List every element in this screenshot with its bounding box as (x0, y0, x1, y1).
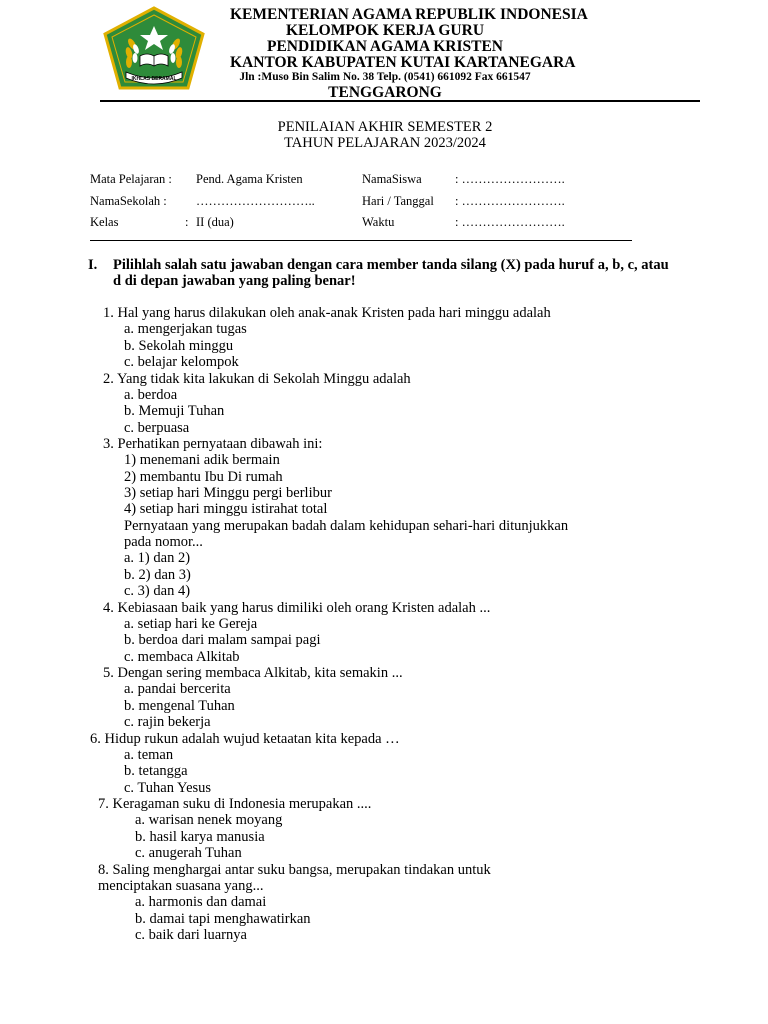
answer-option: c. membaca Alkitab (124, 649, 240, 665)
letterhead-divider (100, 100, 700, 102)
question-text: 2. Yang tidak kita lakukan di Sekolah Minggu adalah (103, 371, 411, 387)
statement-item: 2) membantu Ibu Di rumah (124, 469, 283, 485)
statement-item: 4) setiap hari minggu istirahat total (124, 501, 328, 517)
answer-option: c. 3) dan 4) (124, 583, 191, 599)
logo-motto: IKHLAS BERAMAL (131, 76, 177, 82)
class-value: II (dua) (196, 215, 234, 229)
answer-option: a. mengerjakan tugas (124, 321, 247, 337)
answer-option: c. anugerah Tuhan (135, 845, 242, 861)
answer-option: a. teman (124, 747, 174, 763)
student-label: NamaSiswa (362, 172, 422, 186)
question-text: 4. Kebiasaan baik yang harus dimiliki oleh orang Kristen adalah ... (103, 600, 491, 616)
answer-option: a. berdoa (124, 387, 178, 403)
header-subject-group: PENDIDIKAN AGAMA KRISTEN (267, 38, 503, 55)
answer-option: b. damai tapi menghawatirkan (135, 911, 311, 927)
time-value: : ……………………. (455, 215, 565, 229)
statement-item: 1) menemani adik bermain (124, 452, 280, 468)
statement-item: 3) setiap hari Minggu pergi berlibur (124, 485, 332, 501)
section-number: I. (88, 257, 98, 273)
exam-year: TAHUN PELAJARAN 2023/2024 (284, 135, 486, 151)
exam-title: PENILAIAN AKHIR SEMESTER 2 (277, 119, 493, 135)
question-text: 7. Keragaman suku di Indonesia merupakan .... (98, 796, 372, 812)
class-label: Kelas (90, 215, 119, 229)
answer-option: c. berpuasa (124, 420, 190, 436)
answer-option: a. pandai bercerita (124, 681, 231, 697)
answer-option: c. baik dari luarnya (135, 927, 247, 943)
answer-option: c. belajar kelompok (124, 354, 239, 370)
question-text: 1. Hal yang harus dilakukan oleh anak-anak Kristen pada hari minggu adalah (103, 305, 551, 321)
answer-option: b. berdoa dari malam sampai pagi (124, 632, 321, 648)
info-divider (90, 240, 632, 241)
date-label: Hari / Tanggal (362, 194, 434, 208)
header-ministry: KEMENTERIAN AGAMA REPUBLIK INDONESIA (230, 6, 588, 23)
question-text: Pernyataan yang merupakan badah dalam kehidupan sehari-hari ditunjukkan (124, 518, 569, 534)
answer-option: a. warisan nenek moyang (135, 812, 283, 828)
header-office: KANTOR KABUPATEN KUTAI KARTANEGARA (230, 54, 576, 71)
answer-option: b. hasil karya manusia (135, 829, 265, 845)
subject-label: Mata Pelajaran : (90, 172, 172, 186)
subject-value: Pend. Agama Kristen (196, 172, 303, 186)
answer-option: a. harmonis dan damai (135, 894, 267, 910)
answer-option: b. tetangga (124, 763, 188, 779)
question-text: menciptakan suasana yang... (98, 878, 264, 894)
instruction-text: Pilihlah salah satu jawaban dengan cara member tanda silang (X) pada huruf a, b, c, atau d di depan jawaban yang paling benar! (113, 257, 669, 289)
answer-option: b. Sekolah minggu (124, 338, 234, 354)
question-text: 5. Dengan sering membaca Alkitab, kita semakin ... (103, 665, 403, 681)
ministry-logo (102, 6, 206, 92)
answer-option: c. Tuhan Yesus (124, 780, 212, 796)
question-text: 3. Perhatikan pernyataan dibawah ini: (103, 436, 323, 452)
time-label: Waktu (362, 215, 395, 229)
question-text: 6. Hidup rukun adalah wujud ketaatan kita kepada … (90, 731, 400, 747)
question-text: pada nomor... (124, 534, 203, 550)
school-label: NamaSekolah : (90, 194, 167, 208)
answer-option: a. setiap hari ke Gereja (124, 616, 258, 632)
question-text: 8. Saling menghargai antar suku bangsa, merupakan tindakan untuk (98, 862, 491, 878)
answer-option: c. rajin bekerja (124, 714, 211, 730)
answer-option: b. mengenal Tuhan (124, 698, 235, 714)
school-value: ……………………….. (196, 194, 315, 208)
header-group: KELOMPOK KERJA GURU (285, 22, 485, 39)
answer-option: b. 2) dan 3) (124, 567, 191, 583)
student-value: : ……………………. (455, 172, 565, 186)
header-city: TENGGARONG (328, 84, 442, 101)
answer-option: a. 1) dan 2) (124, 550, 191, 566)
date-value: : ……………………. (455, 194, 565, 208)
class-separator: : (185, 215, 189, 229)
header-address: Jln :Muso Bin Salim No. 38 Telp. (0541) 661092 Fax 661547 (239, 71, 531, 83)
answer-option: b. Memuji Tuhan (124, 403, 225, 419)
